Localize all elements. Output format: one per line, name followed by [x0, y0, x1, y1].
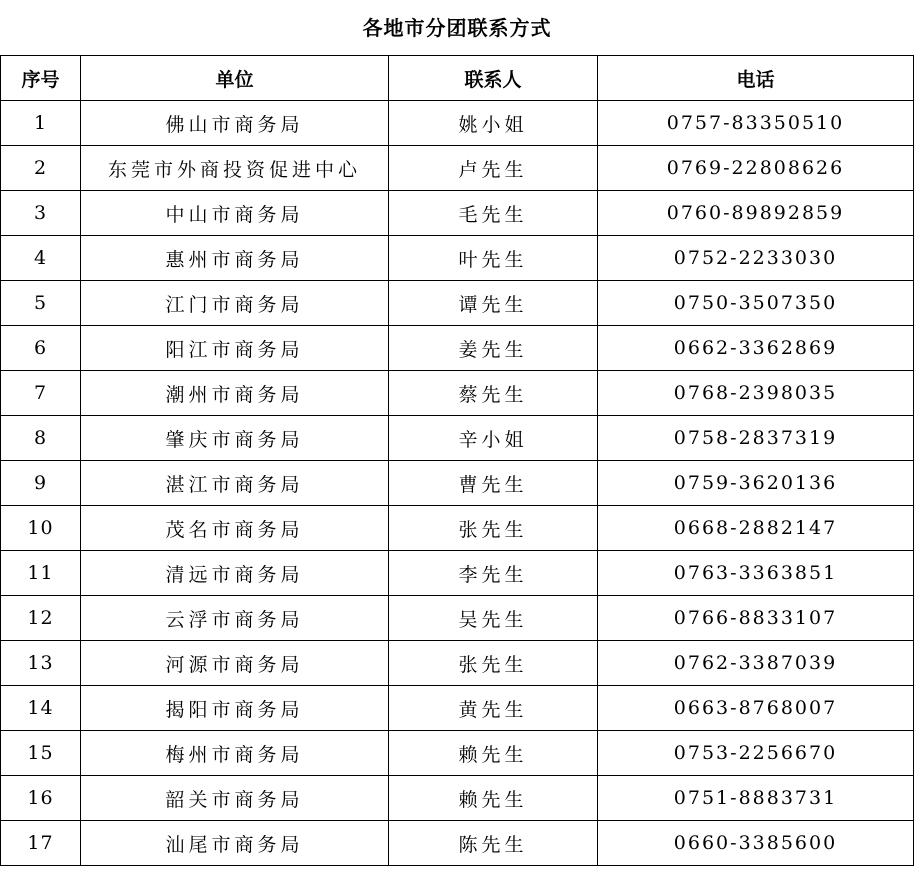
table-row: [1, 146, 914, 191]
row-phone: 0758-2837319: [598, 416, 914, 461]
row-no: 12: [1, 596, 81, 641]
header-unit: 单位: [81, 56, 389, 101]
row-unit: 云浮市商务局: [81, 596, 389, 641]
row-phone: 0753-2256670: [598, 731, 914, 776]
header-phone: 电话: [598, 56, 914, 101]
row-no: 5: [1, 281, 81, 326]
row-phone: 0766-8833107: [598, 596, 914, 641]
row-no: 10: [1, 506, 81, 551]
row-phone: 0768-2398035: [598, 371, 914, 416]
row-no: 8: [1, 416, 81, 461]
row-unit: 梅州市商务局: [81, 731, 389, 776]
row-phone: 0663-8768007: [598, 686, 914, 731]
header-no: 序号: [1, 56, 81, 101]
table-row: [1, 596, 914, 641]
row-unit: 潮州市商务局: [81, 371, 389, 416]
row-phone: 0751-8883731: [598, 776, 914, 821]
row-phone: 0668-2882147: [598, 506, 914, 551]
row-unit: 阳江市商务局: [81, 326, 389, 371]
table-row: [1, 236, 914, 281]
row-person: 姜先生: [389, 326, 598, 371]
row-no: 9: [1, 461, 81, 506]
row-phone: 0763-3363851: [598, 551, 914, 596]
table-row: [1, 101, 914, 146]
row-no: 11: [1, 551, 81, 596]
row-unit: 茂名市商务局: [81, 506, 389, 551]
table-row: [1, 326, 914, 371]
row-person: 张先生: [389, 506, 598, 551]
row-person: 赖先生: [389, 731, 598, 776]
table-row: [1, 641, 914, 686]
table-row: [1, 281, 914, 326]
row-person: 毛先生: [389, 191, 598, 236]
table-row: [1, 776, 914, 821]
row-phone: 0759-3620136: [598, 461, 914, 506]
row-unit: 河源市商务局: [81, 641, 389, 686]
row-phone: 0750-3507350: [598, 281, 914, 326]
table-row: [1, 731, 914, 776]
row-no: 1: [1, 101, 81, 146]
row-no: 16: [1, 776, 81, 821]
row-unit: 揭阳市商务局: [81, 686, 389, 731]
header-row: [1, 56, 914, 101]
row-unit: 江门市商务局: [81, 281, 389, 326]
header-person: 联系人: [389, 56, 598, 101]
row-unit: 汕尾市商务局: [81, 821, 389, 866]
table-row: [1, 506, 914, 551]
row-person: 陈先生: [389, 821, 598, 866]
row-phone: 0757-83350510: [598, 101, 914, 146]
row-phone: 0762-3387039: [598, 641, 914, 686]
row-unit: 肇庆市商务局: [81, 416, 389, 461]
row-no: 17: [1, 821, 81, 866]
row-phone: 0769-22808626: [598, 146, 914, 191]
row-no: 4: [1, 236, 81, 281]
table-row: [1, 551, 914, 596]
row-unit: 韶关市商务局: [81, 776, 389, 821]
row-person: 李先生: [389, 551, 598, 596]
row-person: 曹先生: [389, 461, 598, 506]
row-phone: 0752-2233030: [598, 236, 914, 281]
row-person: 张先生: [389, 641, 598, 686]
row-no: 6: [1, 326, 81, 371]
row-person: 吴先生: [389, 596, 598, 641]
row-phone: 0760-89892859: [598, 191, 914, 236]
row-unit: 清远市商务局: [81, 551, 389, 596]
row-unit: 湛江市商务局: [81, 461, 389, 506]
table-row: [1, 821, 914, 866]
row-no: 7: [1, 371, 81, 416]
row-person: 赖先生: [389, 776, 598, 821]
row-person: 叶先生: [389, 236, 598, 281]
contacts-table: [0, 55, 914, 866]
table-row: [1, 686, 914, 731]
row-person: 谭先生: [389, 281, 598, 326]
row-phone: 0662-3362869: [598, 326, 914, 371]
table-title: 各地市分团联系方式: [362, 16, 552, 40]
row-unit: 惠州市商务局: [81, 236, 389, 281]
table-row: [1, 461, 914, 506]
row-person: 辛小姐: [389, 416, 598, 461]
row-phone: 0660-3385600: [598, 821, 914, 866]
row-unit: 佛山市商务局: [81, 101, 389, 146]
row-person: 卢先生: [389, 146, 598, 191]
table-row: [1, 371, 914, 416]
row-unit: 中山市商务局: [81, 191, 389, 236]
row-person: 蔡先生: [389, 371, 598, 416]
table-row: [1, 416, 914, 461]
row-person: 姚小姐: [389, 101, 598, 146]
row-no: 3: [1, 191, 81, 236]
row-no: 14: [1, 686, 81, 731]
row-no: 2: [1, 146, 81, 191]
row-unit: 东莞市外商投资促进中心: [81, 146, 389, 191]
row-person: 黄先生: [389, 686, 598, 731]
row-no: 15: [1, 731, 81, 776]
table-row: [1, 191, 914, 236]
row-no: 13: [1, 641, 81, 686]
